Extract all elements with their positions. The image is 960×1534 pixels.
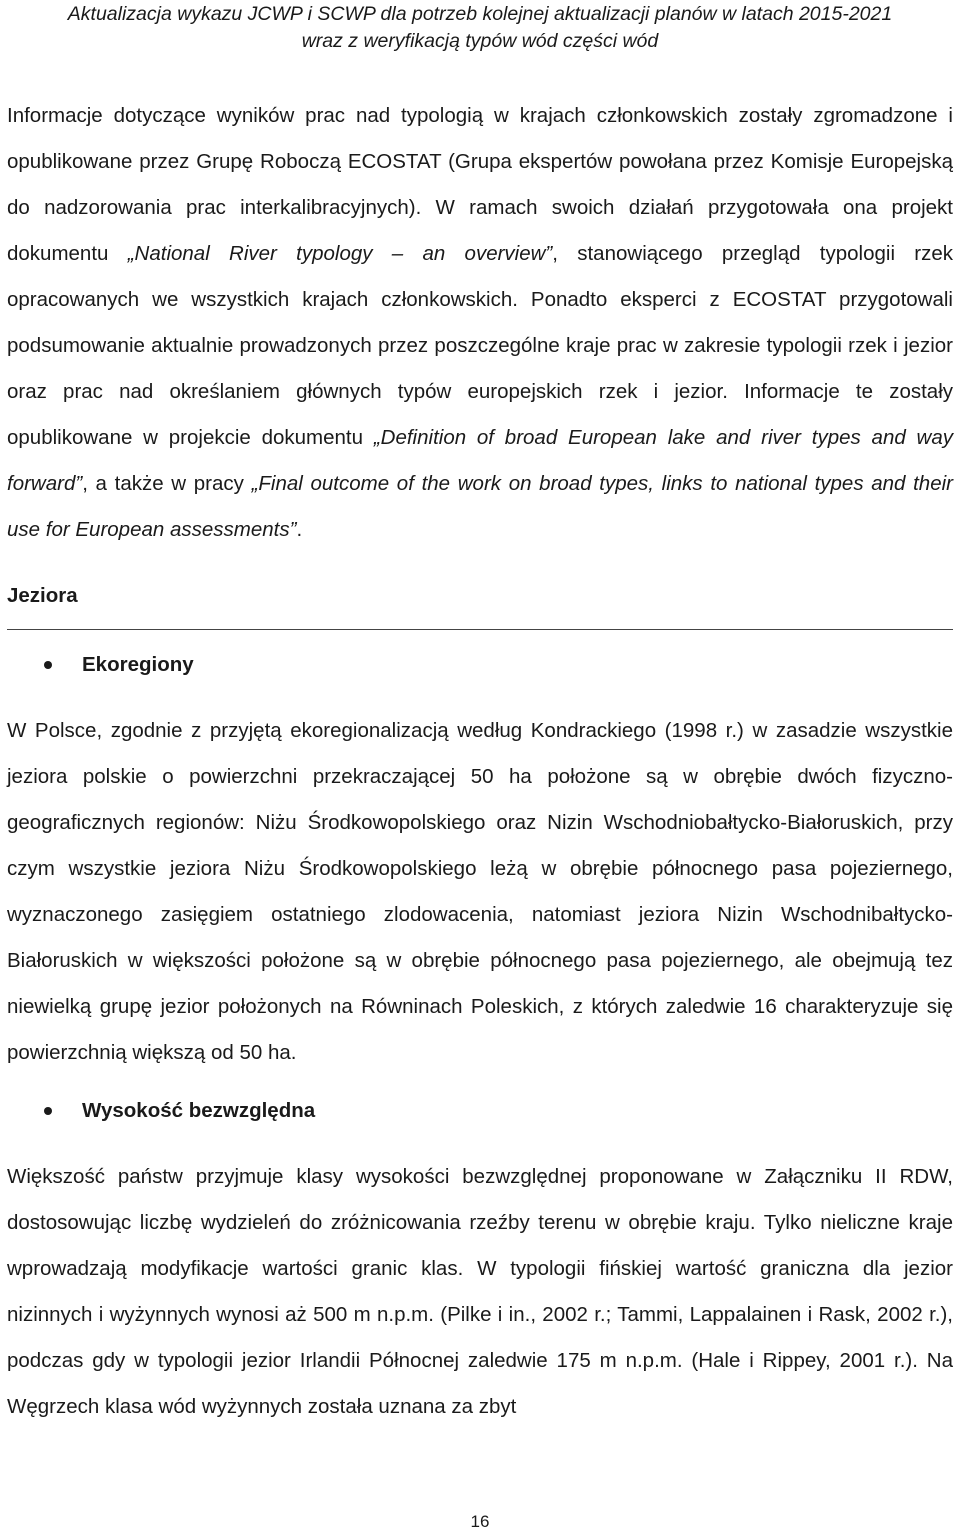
doc-title-national-river-typology: „National River typology – an overview” [127,242,553,265]
bullet-dot-icon [44,1107,52,1115]
bullet-label: Wysokość bezwzględna [82,1099,316,1122]
ecoregions-paragraph: W Polsce, zgodnie z przyjętą ekoregionalizacją według Kondrackiego (1998 r.) w zasadzie wszystkie jeziora polskie o powierzchni przekraczającej 50 ha położone są w obrębie dwóch fizyczno-geograficznych regionów: Niżu Środkowopolskiego oraz Nizin Wschodniobałtycko-Białoruskich, przy czym wszystkie jeziora Niżu Środkowopolskiego leżą w obrębie północnego pasa pojeziernego, wyznaczonego zasięgiem ostatniego zlodowacenia, natomiast jeziora Nizin Wschodnibałtycko-Białoruskich w większości położone są w obrębie północnego pasa pojeziernego, ale obejmują tez niewielką grupę jezior położonych na Równinach Poleskich, z których zaledwie 16 charakteryzuje się powierzchnią większą od 50 ha. [7,719,953,1064]
doc-title-definition-broad-types: „Definition of broad European lake and river types and way forward” [7,426,954,495]
bullet-dot-icon [44,661,52,669]
section-title-jeziora: Jeziora [7,584,78,607]
bullet-ekoregiony [7,642,953,688]
bullet-wysokosc-bezwzgledna [7,1088,953,1134]
intro-text-3: , a także w pracy [82,472,252,495]
section-divider [7,629,953,630]
intro-text-2: , stanowiącego przegląd typologii rzek opracowanych we wszystkich krajach członkowskich. Ponadto eksperci z ECOSTAT przygotowali podsumowanie aktualnie prowadzonych przez poszczególne kraje prac w zakresie typologii rzek i jezior oraz prac nad określaniem głównych typów europejskich rzek i jezior. Informacje te zostały opublikowane w projekcie dokumentu [7,242,954,449]
intro-text-4: . [296,518,303,541]
header-line-2: wraz z weryfikacją typów wód części wód [301,30,659,52]
doc-title-final-outcome: „Final outcome of the work on broad types, links to national types and their use for European assessments” [7,472,953,541]
page-header [0,0,960,55]
altitude-paragraph: Większość państw przyjmuje klasy wysokości bezwzględnej proponowane w Załączniku II RDW, dostosowując liczbę wydzieleń do zróżnicowania rzeźby terenu w obrębie kraju. Tylko nieliczne kraje wprowadzają modyfikacje wartości granic klas. W typologii fińskiej wartość graniczna dla jezior nizinnych i wyżynnych wynosi aż 500 m n.p.m. (Pilke i in., 2002 r.; Tammi, Lappalainen i Rask, 2002 r.), podczas gdy w typologii jezior Irlandii Północnej zaledwie 175 m n.p.m. (Hale i Rippey, 2001 r.). Na Węgrzech klasa wód wyżynnych została uznana za zbyt [7,1165,953,1418]
page-number: 16 [470,1512,490,1531]
intro-text-1: Informacje dotyczące wyników prac nad typologią w krajach członkowskich zostały zgromadzone i opublikowane przez Grupę Roboczą ECOSTAT (Grupa ekspertów powołana przez Komisje Europejską do nadzorowania prac interkalibracyjnych). W ramach swoich działań przygotowała ona projekt dokumentu [7,104,953,265]
header-line-1: Aktualizacja wykazu JCWP i SCWP dla potrzeb kolejnej aktualizacji planów w latach 2015-2021 [67,3,893,25]
bullet-label: Ekoregiony [82,653,194,676]
page-content [7,93,953,1430]
intro-paragraph [7,93,953,553]
